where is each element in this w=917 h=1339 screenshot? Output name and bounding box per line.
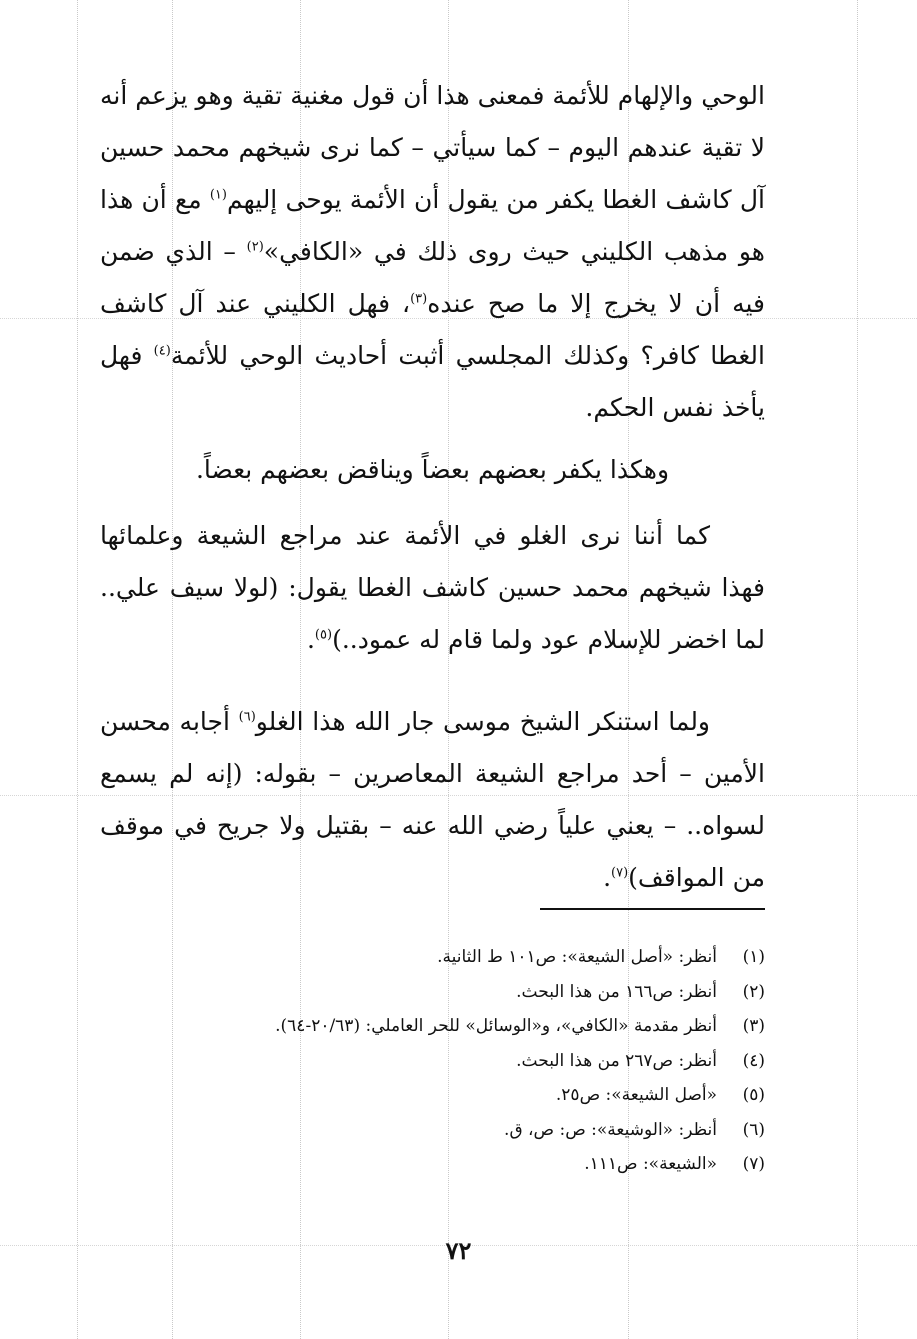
- footnote-ref: (١): [209, 187, 227, 203]
- footnote-ref: (٧): [611, 865, 629, 881]
- footnote-item: [150, 940, 765, 975]
- page-number: ٧٢: [445, 1236, 472, 1265]
- paragraph-text: .: [306, 625, 315, 654]
- footnote-item: [150, 1147, 765, 1182]
- footnote-number: (٦): [742, 1119, 765, 1140]
- footnote-text: «أصل الشيعة»: ص٢٥.: [555, 1085, 717, 1105]
- footnote-item: [150, 1078, 765, 1113]
- paragraph-text: – الذي ضمن فيه أن لا يخرج إلا ما صح عنده: [100, 237, 765, 318]
- footnote-item: [150, 975, 765, 1010]
- footnotes-list: [150, 940, 765, 1182]
- footnote-number: (١): [742, 947, 765, 967]
- footnote-text: أنظر: «الوشيعة»: ص: ص، ق.: [504, 1119, 717, 1140]
- main-text: [100, 70, 765, 904]
- footnote-ref: (٥): [314, 627, 333, 643]
- paragraph-text: مع أن هذا هو مذهب الكليني حيث روى ذلك في «الكافي»: [100, 185, 765, 266]
- paragraph-4: [100, 696, 765, 904]
- footnote-number: (٣): [742, 1016, 765, 1036]
- paragraph-text: كما أننا نرى الغلو في الأئمة عند مراجع الشيعة وعلمائها فهذا شيخهم محمد حسين كاشف الغطا يقول: (لولا سيف علي.. لما اخضر للإسلام عود ولما قام له عمود..): [100, 521, 765, 654]
- footnote-item: [150, 1044, 765, 1079]
- footnote-number: (٤): [742, 1050, 765, 1071]
- footnote-divider: [540, 908, 765, 910]
- footnote-ref: (٣): [410, 291, 428, 307]
- footnote-text: أنظر: ص٢٦٧ من هذا البحث.: [516, 1050, 717, 1071]
- scan-guide-line: [857, 0, 858, 1339]
- scan-guide-line: [77, 0, 78, 1339]
- paragraph-text: .: [603, 863, 612, 892]
- footnote-ref: (٦): [238, 709, 256, 725]
- paragraph-3: [100, 510, 765, 666]
- paragraph-1: [100, 70, 765, 434]
- footnote-text: أنظر: «أصل الشيعة»: ص١٠١ ط الثانية.: [437, 947, 717, 967]
- paragraph-2: وهكذا يكفر بعضهم بعضاً ويناقض بعضهم بعضاً.: [195, 455, 670, 484]
- footnote-number: (٢): [742, 981, 765, 1002]
- footnote-text: أنظر مقدمة «الكافي»، و«الوسائل» للحر العاملي: (٢٠/٦٣-٦٤).: [275, 1016, 717, 1036]
- paragraph-text: ولما استنكر الشيخ موسى جار الله هذا الغلو: [255, 707, 711, 736]
- footnote-item: [150, 1009, 765, 1044]
- footnote-number: (٥): [742, 1085, 765, 1105]
- paragraph-text: فهل يأخذ نفس الحكم.: [100, 341, 765, 422]
- footnote-ref: (٢): [246, 239, 264, 255]
- footnote-ref: (٤): [153, 343, 171, 359]
- paragraph-text: ، فهل الكليني عند آل كاشف الغطا كافر؟ وكذلك المجلسي أثبت أحاديث الوحي للأئمة: [100, 289, 765, 370]
- paragraph-text: الوحي والإلهام للأئمة فمعنى هذا أن قول مغنية تقية وهو يزعم أنه لا تقية عندهم اليوم – كما سيأتي – كما نرى شيخهم محمد حسين آل كاشف الغطا يكفر من يقول أن الأئمة يوحى إليهم: [100, 81, 765, 214]
- footnote-text: «الشيعة»: ص١١١.: [584, 1154, 717, 1174]
- footnote-text: أنظر: ص١٦٦ من هذا البحث.: [516, 981, 717, 1002]
- footnote-number: (٧): [742, 1154, 765, 1174]
- paragraph-text: أجابه محسن الأمين – أحد مراجع الشيعة المعاصرين – بقوله: (إنه لم يسمع لسواه.. – يعني علياً رضي الله عنه – بقتيل ولا جريح في موقف من المواقف): [100, 707, 765, 892]
- footnote-item: [150, 1113, 765, 1148]
